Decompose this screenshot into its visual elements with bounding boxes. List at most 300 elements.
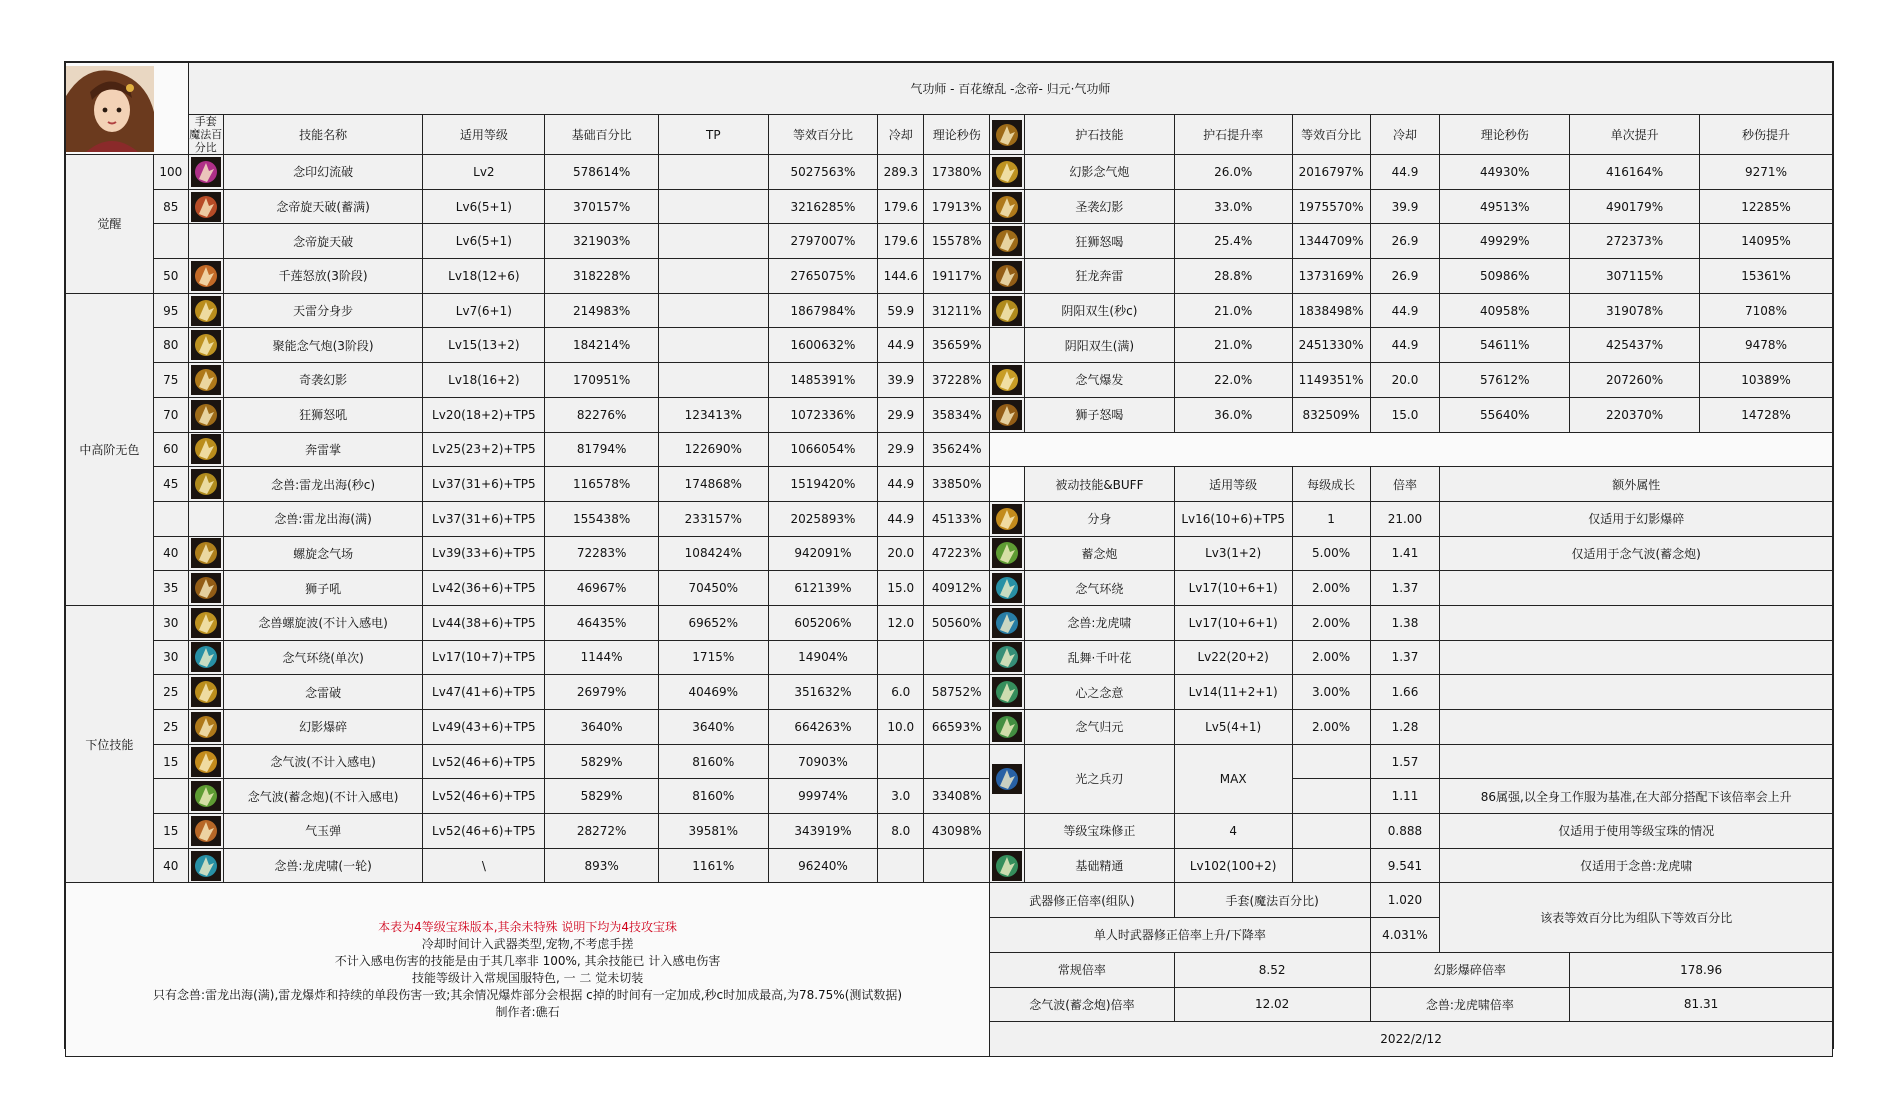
base-pct: 72283% (545, 536, 659, 571)
tp-pct (658, 224, 768, 259)
equiv-pct: 70903% (768, 744, 878, 779)
passive-level: 4 (1174, 814, 1292, 849)
skill-glyph-icon (191, 469, 221, 499)
stone-cd: 39.9 (1370, 189, 1440, 224)
tiger-ratio-value: 81.31 (1570, 987, 1833, 1022)
stone-cd: 20.0 (1370, 363, 1440, 398)
group-label: 觉醒 (66, 155, 154, 294)
equiv-pct: 14904% (768, 640, 878, 675)
stone-dps: 57612% (1440, 363, 1570, 398)
dps: 37228% (924, 363, 990, 398)
character-portrait-icon (66, 66, 154, 152)
stone-skill-name: 阴阳双生(满) (1025, 328, 1175, 363)
tp-pct: 123413% (658, 397, 768, 432)
skill-glyph-icon (191, 157, 221, 187)
skill-name: 螺旋念气场 (223, 536, 423, 571)
stone-skill-name: 狮子怒喝 (1025, 397, 1175, 432)
tp-pct: 8160% (658, 744, 768, 779)
skill-level: Lv25(23+2)+TP5 (423, 432, 545, 467)
cooldown: 8.0 (878, 814, 924, 849)
sheet-title: 气功师 - 百花缭乱 -念帝- 归元·气功师 (188, 63, 1832, 115)
stone-dps: 44930% (1440, 155, 1570, 190)
stone-single: 220370% (1570, 397, 1700, 432)
cooldown: 15.0 (878, 571, 924, 606)
glove-pct: 40 (153, 536, 188, 571)
passive-growth (1292, 814, 1370, 849)
skill-glyph-icon (992, 365, 1022, 395)
header-dps: 理论秒伤 (924, 115, 990, 155)
skill-icon (188, 224, 223, 259)
stone-cd: 26.9 (1370, 259, 1440, 294)
base-pct: 46967% (545, 571, 659, 606)
stone-rate: 26.0% (1174, 155, 1292, 190)
stone-cd: 15.0 (1370, 397, 1440, 432)
base-pct: 82276% (545, 397, 659, 432)
glove-pct: 30 (153, 640, 188, 675)
stone-single: 425437% (1570, 328, 1700, 363)
header-stone-equiv: 等效百分比 (1292, 115, 1370, 155)
header-growth: 每级成长 (1292, 467, 1370, 502)
stone-skill-name: 圣袭幻影 (1025, 189, 1175, 224)
skill-icon (188, 155, 223, 190)
skill-level: Lv47(41+6)+TP5 (423, 675, 545, 710)
passive-level: Lv14(11+2+1) (1174, 675, 1292, 710)
portrait (66, 63, 189, 155)
base-pct: 578614% (545, 155, 659, 190)
tp-pct: 40469% (658, 675, 768, 710)
glove-pct: 45 (153, 467, 188, 502)
stone-dpsup: 12285% (1700, 189, 1833, 224)
stone-rate: 21.0% (1174, 293, 1292, 328)
dps: 35624% (924, 432, 990, 467)
tp-pct: 174868% (658, 467, 768, 502)
header-glove-pct: 手套 魔法百分比 (189, 115, 223, 154)
glove-pct: 70 (153, 397, 188, 432)
dps: 33408% (924, 779, 990, 814)
equiv-pct: 96240% (768, 848, 878, 883)
glove-pct: 25 (153, 675, 188, 710)
cooldown: 179.6 (878, 189, 924, 224)
skill-name: 念兽:龙虎啸(一轮) (223, 848, 423, 883)
skill-glyph-icon (992, 261, 1022, 291)
tp-pct (658, 155, 768, 190)
stone-dps: 54611% (1440, 328, 1570, 363)
passive-growth: 2.00% (1292, 571, 1370, 606)
base-pct: 46435% (545, 605, 659, 640)
equiv-pct: 2797007% (768, 224, 878, 259)
skill-spreadsheet (64, 61, 1834, 1049)
skill-name: 幻影爆碎 (223, 710, 423, 745)
stone-dps: 49513% (1440, 189, 1570, 224)
skill-glyph-icon (191, 573, 221, 603)
dps: 58752% (924, 675, 990, 710)
passive-growth: 1 (1292, 501, 1370, 536)
skill-glyph-icon (992, 677, 1022, 707)
passive-rate: 1.37 (1370, 640, 1440, 675)
glove-pct: 15 (153, 814, 188, 849)
glove-pct: 100 (153, 155, 188, 190)
skill-level: Lv39(33+6)+TP5 (423, 536, 545, 571)
equiv-pct: 99974% (768, 779, 878, 814)
solo-weapon-value: 4.031% (1370, 918, 1440, 953)
skill-name: 奔雷掌 (223, 432, 423, 467)
skill-glyph-icon (992, 538, 1022, 568)
base-pct: 893% (545, 848, 659, 883)
passive-level: Lv102(100+2) (1174, 848, 1292, 883)
skill-name: 狮子吼 (223, 571, 423, 606)
skill-glyph-icon (191, 608, 221, 638)
cooldown: 179.6 (878, 224, 924, 259)
stone-single: 207260% (1570, 363, 1700, 398)
dps: 33850% (924, 467, 990, 502)
tp-pct (658, 363, 768, 398)
dps: 66593% (924, 710, 990, 745)
glove-pct: 40 (153, 848, 188, 883)
tp-pct: 69652% (658, 605, 768, 640)
normal-ratio-label: 常规倍率 (990, 952, 1175, 987)
blank-cell (990, 432, 1833, 467)
tp-pct: 233157% (658, 501, 768, 536)
passive-rate: 0.888 (1370, 814, 1440, 849)
equiv-pct: 942091% (768, 536, 878, 571)
tp-pct (658, 328, 768, 363)
passive-extra (1440, 675, 1833, 710)
skill-level: Lv17(10+7)+TP5 (423, 640, 545, 675)
skill-glyph-icon (992, 400, 1022, 430)
base-pct: 370157% (545, 189, 659, 224)
glove-pct: 15 (153, 744, 188, 779)
skill-glyph-icon (992, 226, 1022, 256)
stone-equiv: 832509% (1292, 397, 1370, 432)
tp-pct: 108424% (658, 536, 768, 571)
passive-rate: 9.541 (1370, 848, 1440, 883)
glove-pct (153, 224, 188, 259)
skill-glyph-icon (992, 573, 1022, 603)
skill-icon (188, 536, 223, 571)
glove-pct: 35 (153, 571, 188, 606)
passive-extra: 仅适用于念兽:龙虎啸 (1440, 848, 1833, 883)
passive-growth: 2.00% (1292, 710, 1370, 745)
notes-line: 不计入感电伤害的技能是由于其几率非 100%, 其余技能已 计入感电伤害 (334, 953, 721, 968)
passive-icon (990, 640, 1025, 675)
skill-icon (188, 293, 223, 328)
phantom-ratio-label: 幻影爆碎倍率 (1370, 952, 1570, 987)
base-pct: 318228% (545, 259, 659, 294)
stone-cd: 26.9 (1370, 224, 1440, 259)
cooldown: 12.0 (878, 605, 924, 640)
skill-level: Lv44(38+6)+TP5 (423, 605, 545, 640)
skill-glyph-icon (992, 192, 1022, 222)
data-table (65, 62, 1833, 1057)
passive-icon (990, 675, 1025, 710)
tp-pct: 122690% (658, 432, 768, 467)
passive-rate: 1.11 (1370, 779, 1440, 814)
glove-pct: 60 (153, 432, 188, 467)
stone-dpsup: 7108% (1700, 293, 1833, 328)
passive-rate: 1.37 (1370, 571, 1440, 606)
cooldown: 3.0 (878, 779, 924, 814)
passive-extra (1440, 571, 1833, 606)
tp-pct (658, 189, 768, 224)
passive-name: 分身 (1025, 501, 1175, 536)
solo-weapon-label: 单人时武器修正倍率上升/下降率 (990, 918, 1370, 953)
stone-dpsup: 15361% (1700, 259, 1833, 294)
stone-icon (990, 259, 1025, 294)
passive-name: 念气环绕 (1025, 571, 1175, 606)
stone-icon (990, 328, 1025, 363)
skill-level: Lv49(43+6)+TP5 (423, 710, 545, 745)
cooldown: 44.9 (878, 501, 924, 536)
header-stone-cd: 冷却 (1370, 115, 1440, 155)
skill-level: Lv52(46+6)+TP5 (423, 779, 545, 814)
skill-glyph-icon (191, 538, 221, 568)
stone-rate: 21.0% (1174, 328, 1292, 363)
glove-pct: 25 (153, 710, 188, 745)
notes-warning: 本表为4等级宝珠版本,其余未特殊 说明下均为4技攻宝珠 (378, 919, 678, 934)
passive-growth (1292, 744, 1370, 779)
skill-glyph-icon (191, 851, 221, 881)
header-level: 适用等级 (423, 115, 545, 155)
skill-level: Lv6(5+1) (423, 224, 545, 259)
stone-single: 416164% (1570, 155, 1700, 190)
header-passive: 被动技能&BUFF (1025, 467, 1175, 502)
base-pct: 81794% (545, 432, 659, 467)
dps: 17380% (924, 155, 990, 190)
skill-name: 聚能念气炮(3阶段) (223, 328, 423, 363)
tp-pct (658, 293, 768, 328)
cooldown: 6.0 (878, 675, 924, 710)
group-label: 中高阶无色 (66, 293, 154, 605)
tp-pct: 1161% (658, 848, 768, 883)
stone-equiv: 1149351% (1292, 363, 1370, 398)
passive-icon (990, 744, 1025, 813)
dps: 35834% (924, 397, 990, 432)
cooldown: 39.9 (878, 363, 924, 398)
stone-icon (990, 397, 1025, 432)
header-stone-single: 单次提升 (1570, 115, 1700, 155)
tp-pct: 39581% (658, 814, 768, 849)
equiv-pct: 612139% (768, 571, 878, 606)
header-passive-level: 适用等级 (1174, 467, 1292, 502)
equiv-pct: 343919% (768, 814, 878, 849)
date-cell: 2022/2/12 (990, 1022, 1833, 1057)
stone-skill-name: 阴阳双生(秒c) (1025, 293, 1175, 328)
base-pct: 321903% (545, 224, 659, 259)
wave-ratio-label: 念气波(蓄念炮)倍率 (990, 987, 1175, 1022)
skill-level: Lv20(18+2)+TP5 (423, 397, 545, 432)
base-pct: 5829% (545, 744, 659, 779)
passive-name: 乱舞·千叶花 (1025, 640, 1175, 675)
tp-pct: 70450% (658, 571, 768, 606)
base-pct: 1144% (545, 640, 659, 675)
skill-glyph-icon (992, 157, 1022, 187)
cooldown: 29.9 (878, 432, 924, 467)
equiv-pct: 1485391% (768, 363, 878, 398)
skill-glyph-icon (992, 504, 1022, 534)
tp-pct: 8160% (658, 779, 768, 814)
header-skill-name: 技能名称 (223, 115, 423, 155)
stone-single: 319078% (1570, 293, 1700, 328)
stone-single: 490179% (1570, 189, 1700, 224)
cooldown: 20.0 (878, 536, 924, 571)
passive-growth: 5.00% (1292, 536, 1370, 571)
dps (924, 640, 990, 675)
cooldown (878, 848, 924, 883)
base-pct: 116578% (545, 467, 659, 502)
skill-glyph-icon (992, 764, 1022, 794)
passive-name: 念气归元 (1025, 710, 1175, 745)
stone-icon (990, 189, 1025, 224)
stone-single: 307115% (1570, 259, 1700, 294)
skill-level: Lv15(13+2) (423, 328, 545, 363)
stone-cd: 44.9 (1370, 328, 1440, 363)
skill-glyph-icon (191, 712, 221, 742)
skill-glyph-icon (191, 747, 221, 777)
skill-glyph-icon (191, 330, 221, 360)
passive-icon (990, 536, 1025, 571)
passive-extra: 仅适用于念气波(蓄念炮) (1440, 536, 1833, 571)
skill-level: Lv42(36+6)+TP5 (423, 571, 545, 606)
dps (924, 848, 990, 883)
header-stone-skill: 护石技能 (1025, 115, 1175, 155)
passive-level: Lv16(10+6)+TP5 (1174, 501, 1292, 536)
skill-glyph-icon (191, 296, 221, 326)
skill-glyph-icon (191, 642, 221, 672)
passive-name: 念兽:龙虎啸 (1025, 605, 1175, 640)
stone-rate: 28.8% (1174, 259, 1292, 294)
tp-pct (658, 259, 768, 294)
glove-pct: 95 (153, 293, 188, 328)
tp-pct: 1715% (658, 640, 768, 675)
equiv-pct: 351632% (768, 675, 878, 710)
equiv-pct: 2765075% (768, 259, 878, 294)
glove-label: 手套(魔法百分比) (1174, 883, 1370, 918)
skill-level: \ (423, 848, 545, 883)
glove-pct: 85 (153, 189, 188, 224)
skill-glyph-icon (191, 400, 221, 430)
normal-ratio-value: 8.52 (1174, 952, 1370, 987)
skill-glyph-icon (191, 261, 221, 291)
stone-equiv: 1975570% (1292, 189, 1370, 224)
phantom-ratio-value: 178.96 (1570, 952, 1833, 987)
equiv-pct: 664263% (768, 710, 878, 745)
cooldown (878, 744, 924, 779)
tp-pct: 3640% (658, 710, 768, 745)
group-label: 下位技能 (66, 605, 154, 883)
equiv-pct: 605206% (768, 605, 878, 640)
cooldown: 59.9 (878, 293, 924, 328)
base-pct: 5829% (545, 779, 659, 814)
header-rate: 倍率 (1370, 467, 1440, 502)
passive-name: 心之念意 (1025, 675, 1175, 710)
dps: 47223% (924, 536, 990, 571)
skill-glyph-icon (191, 434, 221, 464)
notes-panel (66, 883, 990, 1056)
passive-extra (1440, 605, 1833, 640)
stone-icon (990, 363, 1025, 398)
equiv-pct: 1600632% (768, 328, 878, 363)
skill-icon (188, 640, 223, 675)
blank-cell (990, 814, 1025, 849)
glove-pct: 30 (153, 605, 188, 640)
passive-extra: 仅适用于幻影爆碎 (1440, 501, 1833, 536)
dps: 17913% (924, 189, 990, 224)
stone-equiv: 1344709% (1292, 224, 1370, 259)
skill-level: Lv18(16+2) (423, 363, 545, 398)
passive-name: 光之兵刃 (1025, 744, 1175, 813)
skill-glyph-icon (992, 608, 1022, 638)
notes-line: 只有念兽:雷龙出海(满),雷龙爆炸和持续的单段伤害一致;其余情况爆炸部分会根据 c掉的时间有一定加成,秒c时加成最高,为78.75%(测试数据) (153, 987, 903, 1002)
skill-name: 气玉弹 (223, 814, 423, 849)
passive-growth: 3.00% (1292, 675, 1370, 710)
passive-icon (990, 848, 1025, 883)
base-pct: 184214% (545, 328, 659, 363)
notes-line: 冷却时间计入武器类型,宠物,不考虑手搓 (421, 936, 634, 951)
header-extra: 额外属性 (1440, 467, 1833, 502)
skill-icon (188, 397, 223, 432)
cooldown: 144.6 (878, 259, 924, 294)
skill-icon (188, 571, 223, 606)
stone-cd: 44.9 (1370, 155, 1440, 190)
cooldown: 10.0 (878, 710, 924, 745)
skill-level: Lv18(12+6) (423, 259, 545, 294)
skill-glyph-icon (191, 816, 221, 846)
skill-name: 念气环绕(单次) (223, 640, 423, 675)
passive-icon (990, 571, 1025, 606)
skill-glyph-icon (992, 296, 1022, 326)
wave-ratio-value: 12.02 (1174, 987, 1370, 1022)
dps: 50560% (924, 605, 990, 640)
skill-icon (188, 744, 223, 779)
header-cooldown: 冷却 (878, 115, 924, 155)
skill-glyph-icon (191, 781, 221, 811)
glove-pct (153, 779, 188, 814)
notes-line: 技能等级计入常规国服特色, 一 二 觉未切装 (411, 970, 644, 985)
stone-header-icon (990, 115, 1025, 155)
skill-glyph-icon (992, 642, 1022, 672)
passive-growth: 2.00% (1292, 605, 1370, 640)
passive-level: Lv17(10+6+1) (1174, 605, 1292, 640)
header-base-pct: 基础百分比 (545, 115, 659, 155)
tiger-ratio-label: 念兽:龙虎啸倍率 (1370, 987, 1570, 1022)
cooldown: 29.9 (878, 397, 924, 432)
skill-glyph-icon (191, 192, 221, 222)
stone-dps: 40958% (1440, 293, 1570, 328)
header-stone-rate: 护石提升率 (1174, 115, 1292, 155)
stone-dpsup: 14728% (1700, 397, 1833, 432)
passive-name: 等级宝珠修正 (1025, 814, 1175, 849)
cooldown (878, 640, 924, 675)
skill-icon (188, 779, 223, 814)
base-pct: 26979% (545, 675, 659, 710)
skill-level: Lv37(31+6)+TP5 (423, 501, 545, 536)
skill-name: 念雷破 (223, 675, 423, 710)
stone-dps: 50986% (1440, 259, 1570, 294)
passive-icon (990, 501, 1025, 536)
passive-growth: 2.00% (1292, 640, 1370, 675)
blank-cell (990, 467, 1025, 502)
equiv-pct: 1066054% (768, 432, 878, 467)
stone-dpsup: 9271% (1700, 155, 1833, 190)
passive-rate: 1.28 (1370, 710, 1440, 745)
stone-equiv: 2016797% (1292, 155, 1370, 190)
stone-dps: 49929% (1440, 224, 1570, 259)
glove-pct: 50 (153, 259, 188, 294)
stone-skill-name: 幻影念气炮 (1025, 155, 1175, 190)
glove-pct: 75 (153, 363, 188, 398)
header-stone-dpsup: 秒伤提升 (1700, 115, 1833, 155)
base-pct: 28272% (545, 814, 659, 849)
